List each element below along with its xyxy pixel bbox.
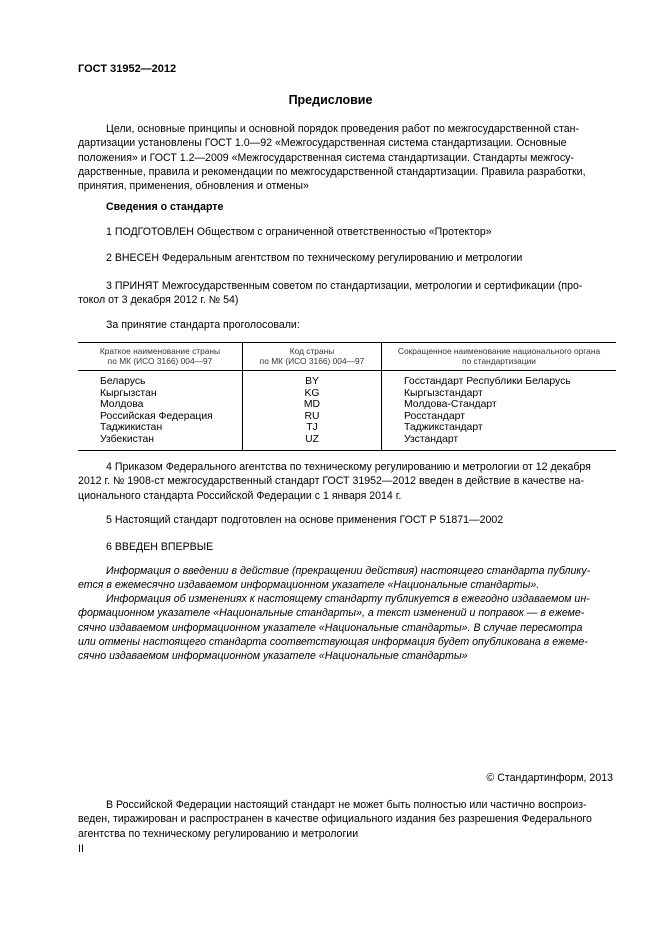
page-title: Предисловие bbox=[288, 93, 373, 107]
header-body bbox=[382, 343, 617, 371]
country-cell: Таджикистан bbox=[100, 422, 163, 434]
notice-line: сячно издаваемом информационном указателе «Национальные стандарты». В случае пересмотра bbox=[78, 621, 583, 634]
country-cell: Российская Федерация bbox=[100, 410, 213, 422]
body-cell: Кыргызстандарт bbox=[382, 388, 617, 400]
table-header-row bbox=[78, 343, 616, 371]
table-row bbox=[78, 371, 616, 388]
intro-line: дартизации установлены ГОСТ 1.0—92 «Межгосударственная система стандартизации. Основные bbox=[78, 137, 567, 150]
item-2: 2 ВНЕСЕН Федеральным агентством по техническому регулированию и метрологии bbox=[106, 252, 523, 264]
body-cell: Росстандарт bbox=[382, 411, 617, 423]
table-row bbox=[78, 434, 616, 450]
table-row bbox=[78, 422, 616, 434]
notice-line: формационном указателе «Национальные стандарты», а текст изменений и поправок — в ежеме- bbox=[78, 607, 585, 620]
country-cell: Узбекистан bbox=[100, 433, 154, 445]
country-cell: Кыргызстан bbox=[100, 387, 157, 399]
notice-line: Информация о введении в действие (прекращении действия) настоящего стандарта публику- bbox=[106, 565, 591, 577]
item-4-line: 2012 г. № 1908-ст межгосударственный стандарт ГОСТ 31952—2012 введен в действие в качестве на- bbox=[78, 475, 585, 488]
code-cell: RU bbox=[243, 411, 382, 423]
intro-line: Цели, основные принципы и основной порядок проведения работ по межгосударственной стан- bbox=[106, 123, 579, 135]
notice-introduction bbox=[78, 564, 616, 593]
standard-code-header: ГОСТ 31952—2012 bbox=[78, 63, 177, 75]
body-cell: Молдова-Стандарт bbox=[382, 399, 617, 411]
country-cell: Беларусь bbox=[100, 376, 146, 387]
header-code-line: по МК (ИСО 3166) 004—97 bbox=[259, 356, 365, 366]
body-cell: Госстандарт Республики Беларусь bbox=[382, 371, 617, 388]
info-heading: Сведения о стандарте bbox=[106, 201, 224, 213]
legal-notice bbox=[78, 798, 616, 841]
page-number: II bbox=[78, 843, 84, 855]
header-code-line: Код страны bbox=[289, 346, 335, 356]
intro-line: принятия, применения, обновления и отмены» bbox=[78, 180, 309, 193]
header-code bbox=[243, 343, 382, 371]
table-row bbox=[78, 388, 616, 400]
header-body-line: по стандартизации bbox=[462, 356, 536, 366]
header-country-line: по МК (ИСО 3166) 004—97 bbox=[107, 356, 213, 366]
table-row bbox=[78, 399, 616, 411]
notice-line: Информация об изменениях к настоящему стандарту публикуется в ежегодно издаваемом ин- bbox=[106, 593, 590, 605]
legal-line: В Российской Федерации настоящий стандарт не может быть полностью или частично воспроиз- bbox=[106, 799, 587, 811]
notice-amendments bbox=[78, 592, 616, 663]
item-4-line: ционального стандарта Российской Федерации с 1 января 2014 г. bbox=[78, 489, 402, 502]
code-cell: TJ bbox=[243, 422, 382, 434]
item-4 bbox=[78, 460, 616, 503]
item-3-line: токол от 3 декабря 2012 г. № 54) bbox=[78, 294, 239, 307]
notice-line: или отмены настоящего стандарта соответствующая информация будет опубликована в ежеме- bbox=[78, 635, 588, 648]
item-3 bbox=[78, 279, 616, 308]
country-cell: Молдова bbox=[100, 399, 144, 411]
item-6: 6 ВВЕДЕН ВПЕРВЫЕ bbox=[106, 541, 214, 553]
item-3-line: 3 ПРИНЯТ Межгосударственным советом по стандартизации, метрологии и сертификации (про- bbox=[106, 280, 583, 292]
intro-line: положения» и ГОСТ 1.2—2009 «Межгосударственная система стандартизации. Стандарты межгосу- bbox=[78, 151, 574, 164]
code-cell: KG bbox=[243, 388, 382, 400]
legal-line: агентства по техническому регулированию и метрологии bbox=[78, 827, 359, 840]
header-country bbox=[78, 343, 243, 371]
intro-paragraph bbox=[78, 122, 616, 193]
copyright-notice: © Стандартинформ, 2013 bbox=[486, 772, 613, 784]
header-country-line: Краткое наименование страны bbox=[99, 346, 221, 356]
item-1: 1 ПОДГОТОВЛЕН Обществом с ограниченной ответственностью «Протектор» bbox=[106, 226, 492, 238]
table-row bbox=[78, 411, 616, 423]
body-cell: Узстандарт bbox=[382, 434, 617, 450]
code-cell: BY bbox=[243, 371, 382, 388]
body-cell: Таджикстандарт bbox=[382, 422, 617, 434]
notice-line: сячно издаваемом информационном указателе «Национальные стандарты» bbox=[78, 650, 468, 663]
item-5: 5 Настоящий стандарт подготовлен на основе применения ГОСТ Р 51871—2002 bbox=[106, 514, 504, 526]
code-cell: MD bbox=[243, 399, 382, 411]
intro-line: дарственные, правила и рекомендации по межгосударственной стандартизации. Правила разработки, bbox=[78, 165, 586, 178]
voting-table bbox=[78, 342, 616, 451]
code-cell: UZ bbox=[243, 434, 382, 450]
legal-line: веден, тиражирован и распространен в качестве официального издания без разрешения Федерального bbox=[78, 813, 592, 826]
notice-line: ется в ежемесячно издаваемом информационном указателе «Национальные стандарты». bbox=[78, 579, 540, 592]
item-4-line: 4 Приказом Федерального агентства по техническому регулированию и метрологии от 12 декабря bbox=[106, 461, 591, 473]
header-body-line: Сокращенное наименование национального органа bbox=[397, 346, 601, 356]
vote-intro: За принятие стандарта проголосовали: bbox=[106, 319, 300, 331]
